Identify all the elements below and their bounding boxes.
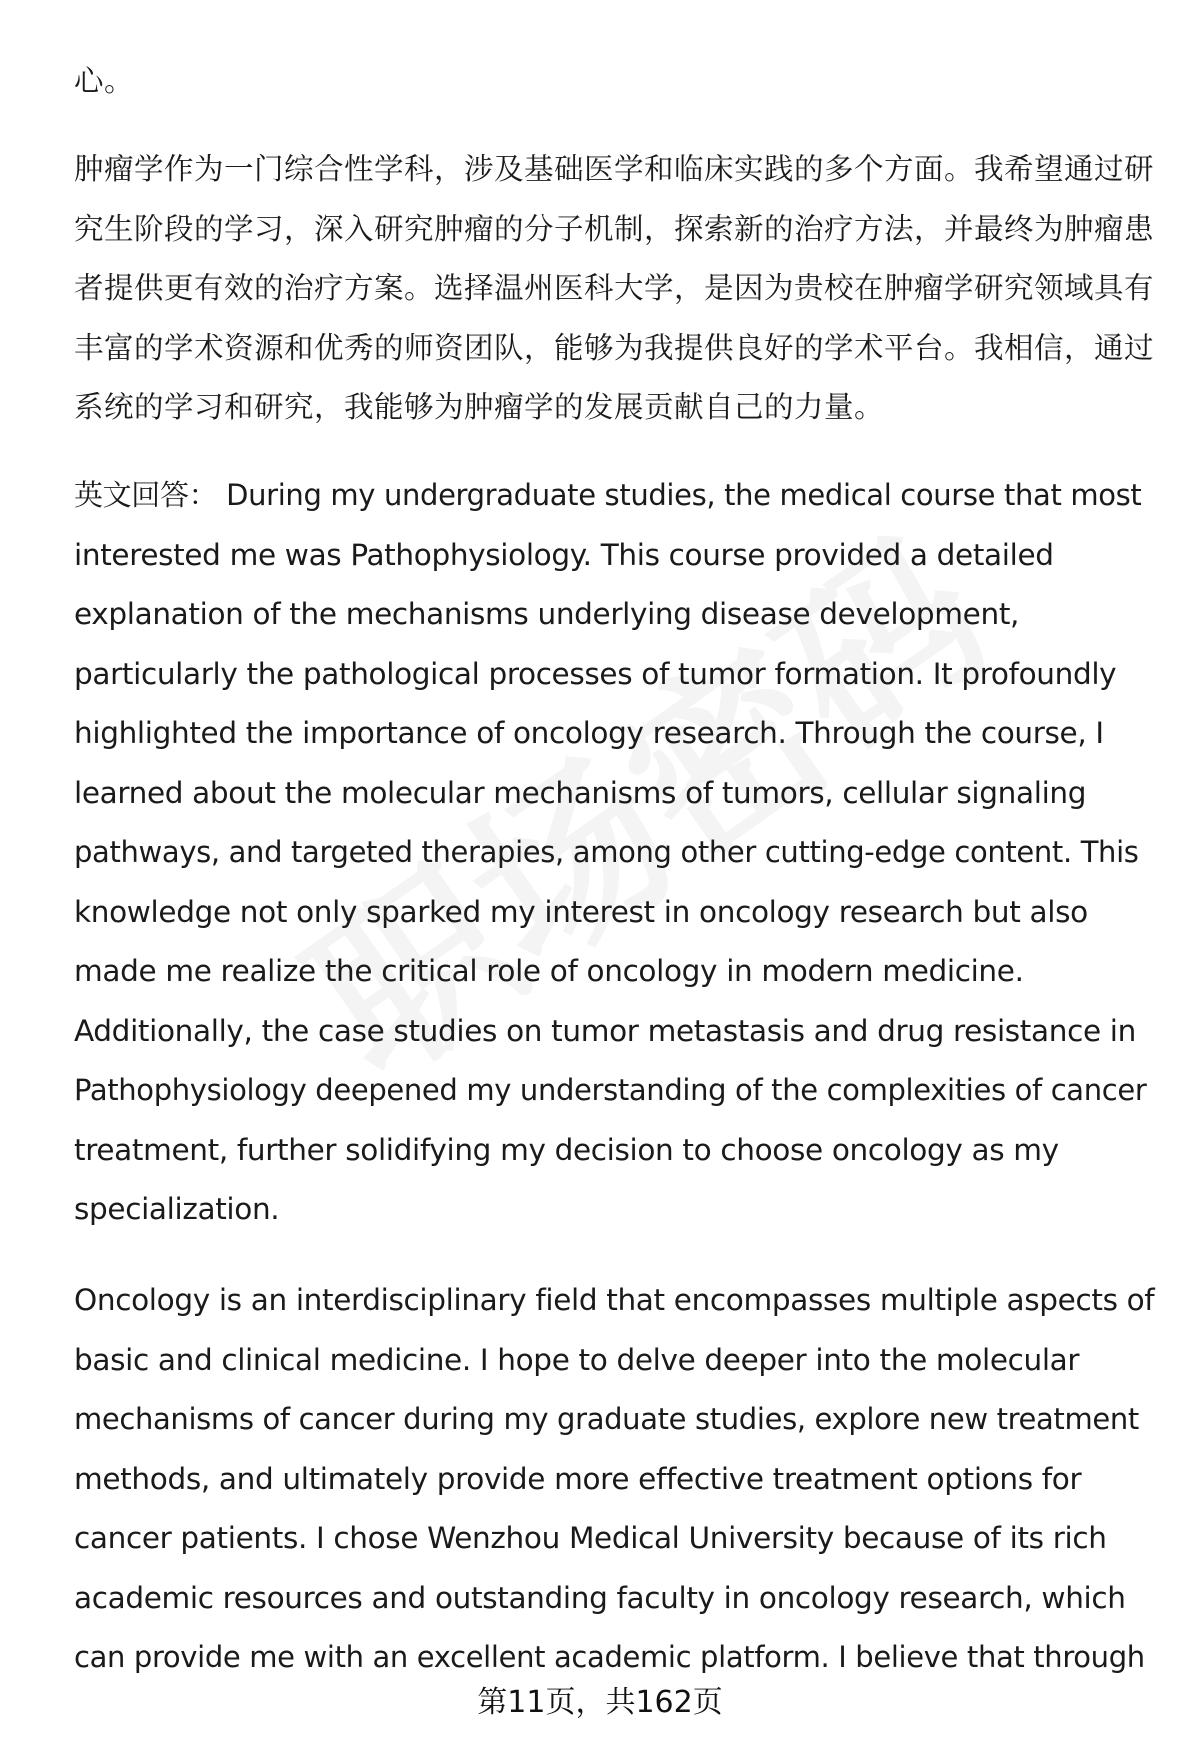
text-line: Pathophysiology deepened my understanding of the complexities of cancer xyxy=(74,1073,1147,1107)
paragraph-continuation xyxy=(74,52,1154,112)
text-line: 丰富的学术资源和优秀的师资团队，能够为我提供良好的学术平台。我相信，通过 xyxy=(74,330,1155,365)
text-line: explanation of the mechanisms underlying disease development, xyxy=(74,597,1020,631)
text-line: 肿瘤学作为一门综合性学科，涉及基础医学和临床实践的多个方面。我希望通过研 xyxy=(74,152,1155,186)
text-line: treatment, further solidifying my decision to choose oncology as my xyxy=(74,1132,1059,1167)
text-line: 心。 xyxy=(74,64,135,98)
text-line: methods, and ultimately provide more effective treatment options for xyxy=(74,1461,1082,1496)
text-line: particularly the pathological processes of tumor formation. It profoundly xyxy=(74,656,1117,691)
paragraph-english-answer xyxy=(74,466,1154,1240)
paragraph-chinese-oncology xyxy=(74,140,1154,438)
text-line: highlighted the importance of oncology research. Through the course, I xyxy=(74,716,1104,750)
text-line: can provide me with an excellent academic platform. I believe that through xyxy=(74,1640,1145,1674)
text-line: 系统的学习和研究，我能够为肿瘤学的发展贡献自己的力量。 xyxy=(74,390,885,424)
text-line: interested me was Pathophysiology. This course provided a detailed xyxy=(74,537,1054,572)
text-line: specialization. xyxy=(74,1192,280,1226)
text-line: cancer patients. I chose Wenzhou Medical University because of its rich xyxy=(74,1521,1107,1555)
paragraph-english-oncology xyxy=(74,1271,1154,1688)
text-line: 者提供更有效的治疗方案。选择温州医科大学，是因为贵校在肿瘤学研究领域具有 xyxy=(74,271,1155,305)
text-line: pathways, and targeted therapies, among other cutting-edge content. This xyxy=(74,835,1139,869)
text-line: 究生阶段的学习，深入研究肿瘤的分子机制，探索新的治疗方法，并最终为肿瘤患 xyxy=(74,211,1155,246)
text-line: made me realize the critical role of oncology in modern medicine. xyxy=(74,954,1024,988)
text-line: 英文回答： During my undergraduate studies, the medical course that most xyxy=(74,478,1142,512)
page-number-footer: 第11页，共162页 xyxy=(477,1685,723,1720)
text-line: mechanisms of cancer during my graduate studies, explore new treatment xyxy=(74,1402,1139,1436)
text-line: Oncology is an interdisciplinary field that encompasses multiple aspects of xyxy=(74,1283,1155,1317)
text-line: learned about the molecular mechanisms of tumors, cellular signaling xyxy=(74,775,1087,810)
text-line: basic and clinical medicine. I hope to delve deeper into the molecular xyxy=(74,1342,1080,1377)
text-line: academic resources and outstanding faculty in oncology research, which xyxy=(74,1580,1126,1615)
text-line: knowledge not only sparked my interest in oncology research but also xyxy=(74,894,1088,929)
text-line: Additionally, the case studies on tumor metastasis and drug resistance in xyxy=(74,1013,1136,1048)
